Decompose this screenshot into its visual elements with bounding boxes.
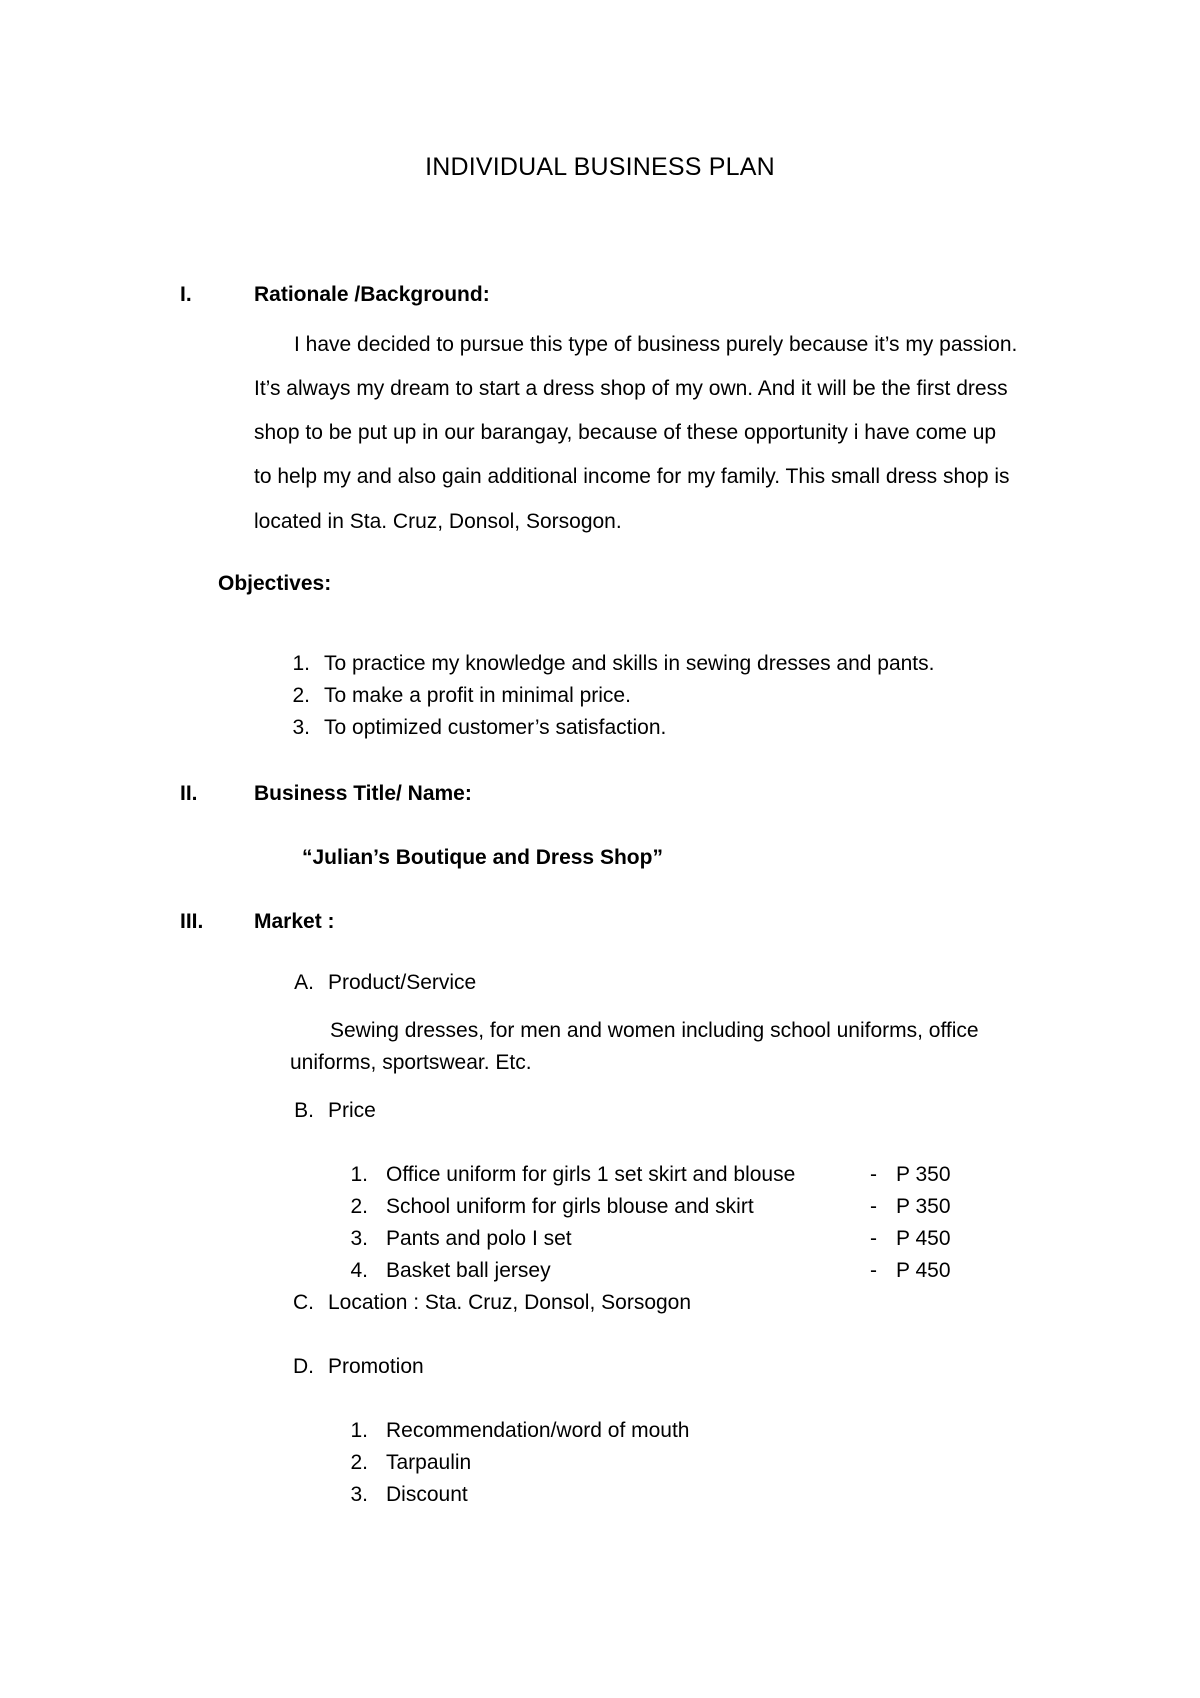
promotion-item-number: 3. [350, 1483, 368, 1506]
price-item-dash: - [870, 1163, 877, 1186]
price-item-value: P 450 [896, 1259, 951, 1282]
price-letter: B. [294, 1099, 314, 1122]
price-item-number: 1. [350, 1163, 368, 1186]
price-item-value: P 350 [896, 1195, 951, 1218]
objective-number: 2. [292, 684, 310, 707]
rationale-line-3: shop to be put up in our barangay, because of these opportunity i have come up [254, 421, 997, 444]
promotion-item: Tarpaulin [386, 1451, 472, 1474]
objective-number: 1. [292, 652, 310, 675]
price-item-dash: - [870, 1227, 877, 1250]
rationale-line-5: located in Sta. Cruz, Donsol, Sorsogon. [254, 510, 622, 533]
promotion-item-number: 1. [350, 1419, 368, 1442]
rationale-line-4: to help my and also gain additional income for my family. This small dress shop is [254, 465, 1010, 488]
section-3-heading: Market : [254, 910, 335, 933]
price-item-value: P 350 [896, 1163, 951, 1186]
product-description-line-2: uniforms, sportswear. Etc. [290, 1051, 532, 1074]
price-item-name: School uniform for girls blouse and skirt [386, 1195, 754, 1218]
location-text: Location : Sta. Cruz, Donsol, Sorsogon [328, 1291, 692, 1314]
price-item-dash: - [870, 1195, 877, 1218]
price-item-number: 2. [350, 1195, 368, 1218]
objective-item: To practice my knowledge and skills in sewing dresses and pants. [324, 652, 935, 675]
price-item-dash: - [870, 1259, 877, 1282]
promotion-item: Recommendation/word of mouth [386, 1419, 690, 1442]
rationale-line-2: It’s always my dream to start a dress shop of my own. And it will be the first dress [254, 377, 1008, 400]
section-1-numeral: I. [180, 283, 192, 306]
promotion-label: Promotion [328, 1355, 424, 1378]
rationale-line-1: I have decided to pursue this type of business purely because it’s my passion. [294, 333, 1018, 356]
price-item-name: Basket ball jersey [386, 1259, 551, 1282]
section-1-heading: Rationale /Background: [254, 283, 490, 306]
objective-number: 3. [292, 716, 310, 739]
price-item-value: P 450 [896, 1227, 951, 1250]
product-label: Product/Service [328, 971, 477, 994]
section-2-heading: Business Title/ Name: [254, 782, 472, 805]
objectives-heading: Objectives: [218, 572, 332, 595]
price-label: Price [328, 1099, 376, 1122]
document-title: INDIVIDUAL BUSINESS PLAN [425, 153, 775, 181]
promotion-item-number: 2. [350, 1451, 368, 1474]
price-item-name: Office uniform for girls 1 set skirt and blouse [386, 1163, 796, 1186]
section-3-numeral: III. [180, 910, 204, 933]
business-name: “Julian’s Boutique and Dress Shop” [302, 846, 663, 869]
promotion-letter: D. [293, 1355, 314, 1378]
product-letter: A. [294, 971, 314, 994]
price-item-number: 3. [350, 1227, 368, 1250]
section-2-numeral: II. [180, 782, 198, 805]
objective-item: To optimized customer’s satisfaction. [324, 716, 667, 739]
price-item-name: Pants and polo I set [386, 1227, 572, 1250]
price-item-number: 4. [350, 1259, 368, 1282]
product-description-line-1: Sewing dresses, for men and women including school uniforms, office [330, 1019, 979, 1042]
location-letter: C. [293, 1291, 314, 1314]
objective-item: To make a profit in minimal price. [324, 684, 631, 707]
promotion-item: Discount [386, 1483, 468, 1506]
